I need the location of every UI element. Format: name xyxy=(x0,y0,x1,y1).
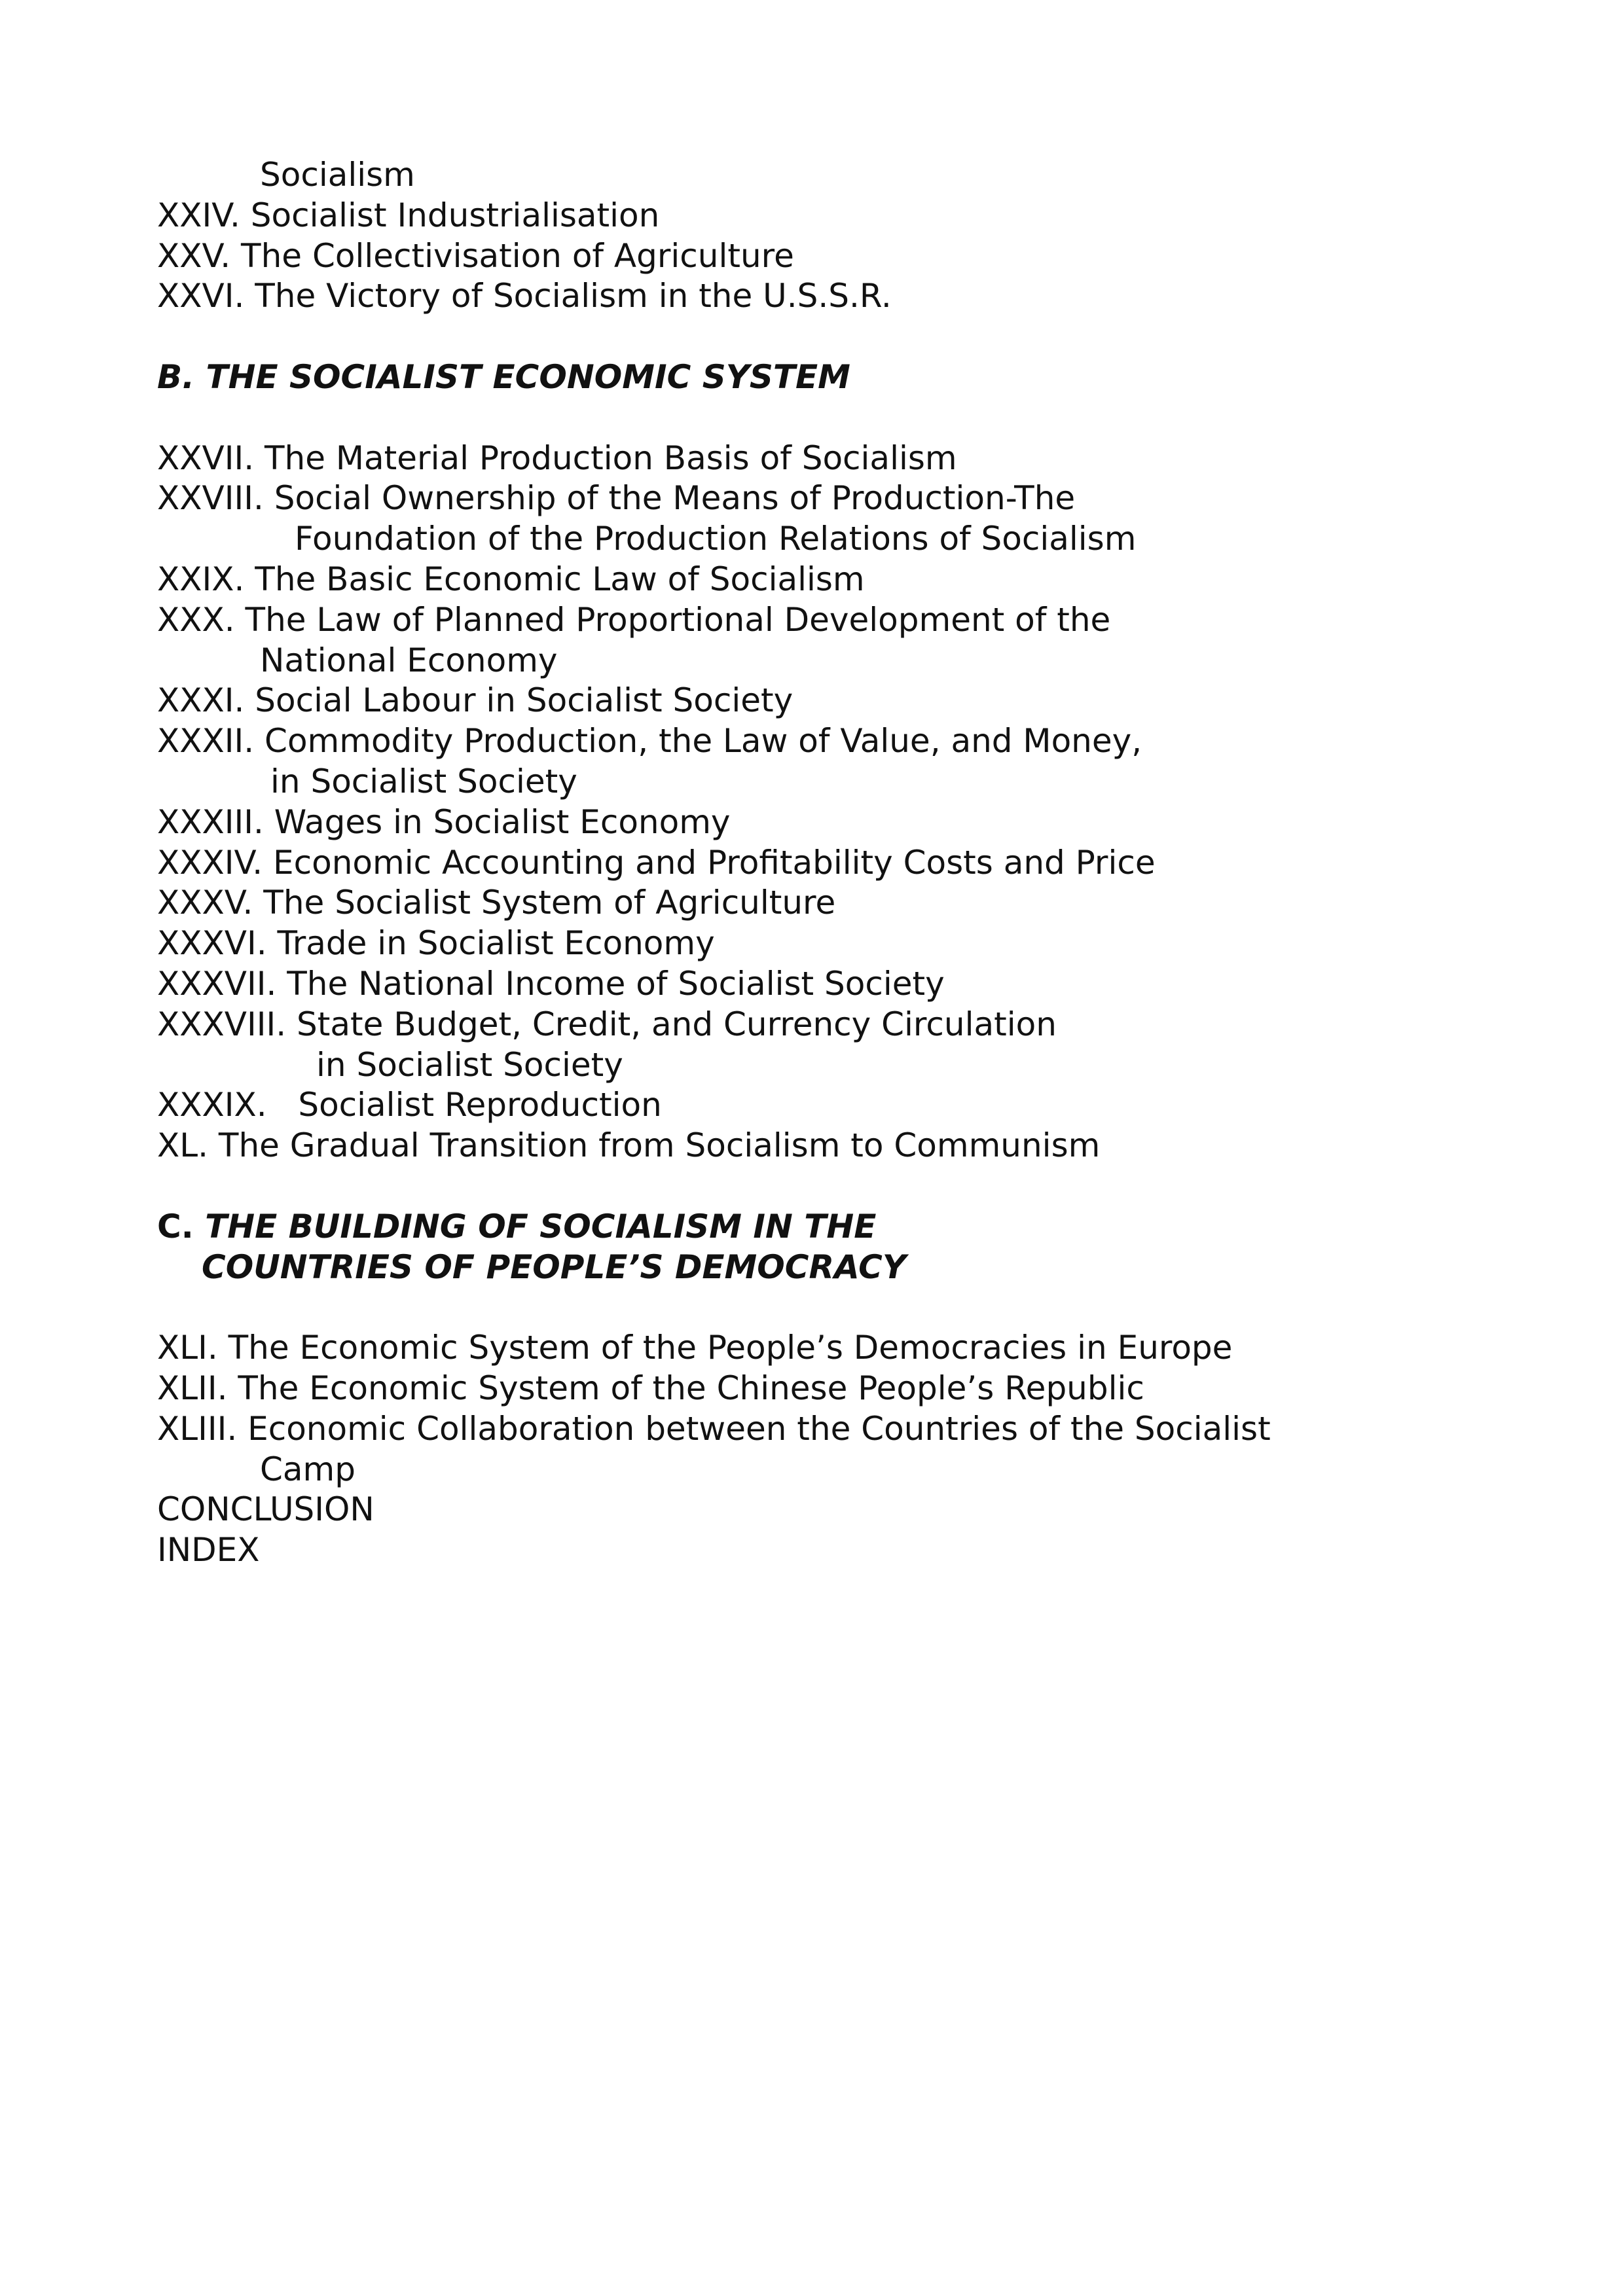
table-of-contents xyxy=(157,155,1532,1571)
toc-entry-xxxix: XXXIX. Socialist Reproduction xyxy=(157,1086,662,1124)
section-c-heading-line1: THE BUILDING OF SOCIALISM IN THE xyxy=(205,1207,877,1246)
toc-entry-xxiv: XXIV. Socialist Industrialisation xyxy=(157,196,660,234)
toc-entry-xl: XL. The Gradual Transition from Socialism to Communism xyxy=(157,1126,1101,1165)
toc-entry-xxxv: XXXV. The Socialist System of Agriculture xyxy=(157,884,836,922)
section-spacer xyxy=(157,1287,1532,1328)
toc-entry-xxviii: XXVIII. Social Ownership of the Means of Production-The xyxy=(157,479,1076,518)
toc-entry-conclusion: CONCLUSION xyxy=(157,1490,374,1529)
toc-entry-xxxiv: XXXIV. Economic Accounting and Profitability Costs and Price xyxy=(157,843,1156,882)
section-spacer xyxy=(157,1166,1532,1207)
toc-entry-xxvii: XXVII. The Material Production Basis of Socialism xyxy=(157,439,957,477)
toc-entry-xxxii: XXXII. Commodity Production, the Law of Value, and Money, xyxy=(157,722,1142,761)
section-b-heading: B. THE SOCIALIST ECONOMIC SYSTEM xyxy=(157,357,850,396)
section-c-letter: C. xyxy=(157,1207,194,1246)
toc-entry-xxxii-continued: in Socialist Society xyxy=(270,762,577,800)
toc-continuation-line: Socialism xyxy=(260,156,415,194)
toc-entry-index: INDEX xyxy=(157,1531,260,1570)
toc-entry-xxix: XXIX. The Basic Economic Law of Socialism xyxy=(157,560,865,598)
toc-entry-xxv: XXV. The Collectivisation of Agriculture xyxy=(157,236,794,275)
toc-entry-xli: XLI. The Economic System of the People’s Democracies in Europe xyxy=(157,1329,1233,1367)
toc-entry-xlii: XLII. The Economic System of the Chinese People’s Republic xyxy=(157,1369,1144,1407)
toc-entry-xxxviii-continued: in Socialist Society xyxy=(316,1045,623,1084)
section-c-heading-line2: COUNTRIES OF PEOPLE’S DEMOCRACY xyxy=(202,1247,907,1286)
toc-entry-xxx-continued: National Economy xyxy=(260,641,558,679)
toc-entry-xxxviii: XXXVIII. State Budget, Credit, and Currency Circulation xyxy=(157,1005,1057,1043)
section-spacer xyxy=(157,317,1532,357)
toc-entry-xxviii-continued: Foundation of the Production Relations of Socialism xyxy=(295,520,1137,558)
toc-entry-xxxiii: XXXIII. Wages in Socialist Economy xyxy=(157,802,731,841)
toc-entry-xxxvi: XXXVI. Trade in Socialist Economy xyxy=(157,924,715,963)
section-spacer xyxy=(157,398,1532,439)
toc-entry-xxxvii: XXXVII. The National Income of Socialist Society xyxy=(157,964,945,1003)
toc-entry-xliii-continued: Camp xyxy=(260,1450,356,1488)
toc-entry-xxxi: XXXI. Social Labour in Socialist Society xyxy=(157,681,793,720)
section-c-heading xyxy=(157,1207,1532,1247)
toc-entry-xxvi: XXVI. The Victory of Socialism in the U.S.S.R. xyxy=(157,277,892,315)
toc-entry-xxx: XXX. The Law of Planned Proportional Development of the xyxy=(157,600,1111,639)
toc-entry-xliii: XLIII. Economic Collaboration between the Countries of the Socialist xyxy=(157,1409,1271,1448)
